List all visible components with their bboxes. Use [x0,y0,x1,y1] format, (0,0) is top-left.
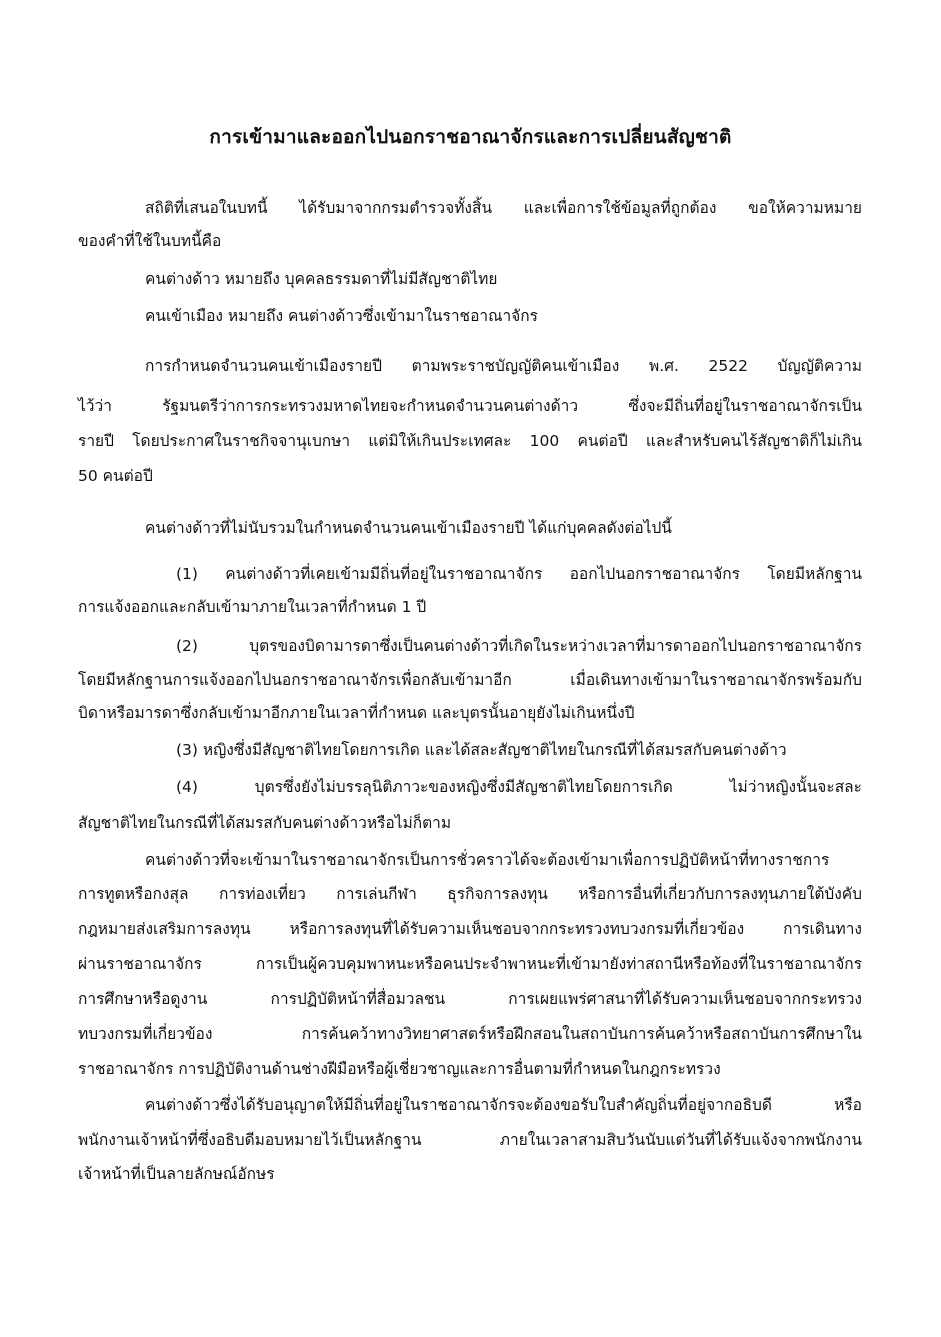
temporary-line-7: ราชอาณาจักร การปฏิบัติงานด้านช่างฝีมือหรือผู้เชี่ยวชาญและการอื่นตามที่กำหนดในกฎกระทรวง [78,1060,721,1078]
item-1-line-2: การแจ้งออกและกลับเข้ามาภายในเวลาที่กำหนด 1 ปี [78,598,427,616]
temporary-line-4: ผ่านราชอาณาจักร การเป็นผู้ควบคุมพาหนะหรือคนประจำพาหนะที่เข้ามายังท่าสถานีหรือท้องที่ในราชอาณาจักร [78,955,862,973]
intro-line-2: ของคำที่ใช้ในบทนี้คือ [78,232,222,250]
residence-line-1: คนต่างด้าวซึ่งได้รับอนุญาตให้มีถิ่นที่อยู่ในราชอาณาจักรจะต้องขอรับใบสำคัญถิ่นที่อยู่จากอธิบดี หรือ [145,1096,862,1114]
item-3-line-1: (3) หญิงซึ่งมีสัญชาติไทยโดยการเกิด และได้สละสัญชาติไทยในกรณีที่ได้สมรสกับคนต่างด้าว [176,741,787,759]
quota-line-4: 50 คนต่อปี [78,467,153,485]
quota-line-2: ไว้ว่า รัฐมนตรีว่าการกระทรวงมหาดไทยจะกำหนดจำนวนคนต่างด้าว ซึ่งจะมีถิ่นที่อยู่ในราชอาณาจักรเป็น [78,397,862,415]
item-4-line-2: สัญชาติไทยในกรณีที่ได้สมรสกับคนต่างด้าวหรือไม่ก็ตาม [78,814,452,832]
temporary-line-1: คนต่างด้าวที่จะเข้ามาในราชอาณาจักรเป็นการชั่วคราวได้จะต้องเข้ามาเพื่อการปฏิบัติหน้าที่ทางราชการ [145,851,830,869]
page-title: การเข้ามาและออกไปนอกราชอาณาจักรและการเปลี่ยนสัญชาติ [209,126,732,148]
residence-line-3: เจ้าหน้าที่เป็นลายลักษณ์อักษร [78,1165,275,1183]
temporary-line-5: การศึกษาหรือดูงาน การปฏิบัติหน้าที่สื่อมวลชน การเผยแพร่ศาสนาที่ได้รับความเห็นชอบจากกระทรวง [78,990,862,1008]
temporary-line-2: การทูตหรือกงสุล การท่องเที่ยว การเล่นกีฬา ธุรกิจการลงทุน หรือการอื่นที่เกี่ยวกับการลงทุนภายใต้บังคับ [78,885,862,903]
item-2-line-1: (2) บุตรของบิดามารดาซึ่งเป็นคนต่างด้าวที่เกิดในระหว่างเวลาที่มารดาออกไปนอกราชอาณาจักร [176,637,862,655]
exempt-intro: คนต่างด้าวที่ไม่นับรวมในกำหนดจำนวนคนเข้าเมืองรายปี ได้แก่บุคคลดังต่อไปนี้ [145,519,672,537]
quota-line-1: การกำหนดจำนวนคนเข้าเมืองรายปี ตามพระราชบัญญัติคนเข้าเมือง พ.ศ. 2522 บัญญัติความ [145,357,862,375]
temporary-line-3: กฎหมายส่งเสริมการลงทุน หรือการลงทุนที่ได้รับความเห็นชอบจากกระทรวงทบวงกรมที่เกี่ยวข้อง การเดินทาง [78,920,862,938]
quota-line-3: รายปี โดยประกาศในราชกิจจานุเบกษา แต่มิให้เกินประเทศละ 100 คนต่อปี และสำหรับคนไร้สัญชาติก็ไม่เกิน [78,432,862,450]
item-2-line-2: โดยมีหลักฐานการแจ้งออกไปนอกราชอาณาจักรเพื่อกลับเข้ามาอีก เมื่อเดินทางเข้ามาในราชอาณาจักรพร้อมกับ [78,671,862,689]
item-1-line-1: (1) คนต่างด้าวที่เคยเข้ามมีถิ่นที่อยู่ในราชอาณาจักร ออกไปนอกราชอาณาจักร โดยมีหลักฐาน [176,565,862,583]
item-2-line-3: บิดาหรือมารดาซึ่งกลับเข้ามาอีกภายในเวลาที่กำหนด และบุตรนั้นอายุยังไม่เกินหนึ่งปี [78,704,635,722]
intro-line-1: สถิติที่เสนอในบทนี้ ได้รับมาจากกรมตำรวจทั้งสิ้น และเพื่อการใช้ข้อมูลที่ถูกต้อง ขอให้ความหมาย [145,199,862,217]
definition-foreigner: คนต่างด้าว หมายถึง บุคคลธรรมดาที่ไม่มีสัญชาติไทย [145,270,498,288]
item-4-line-1: (4) บุตรซึ่งยังไม่บรรลุนิติภาวะของหญิงซึ่งมีสัญชาติไทยโดยการเกิด ไม่ว่าหญิงนั้นจะสละ [176,778,862,796]
definition-immigrant: คนเข้าเมือง หมายถึง คนต่างด้าวซึ่งเข้ามาในราชอาณาจักร [145,307,538,325]
residence-line-2: พนักงานเจ้าหน้าที่ซึ่งอธิบดีมอบหมายไว้เป็นหลักฐาน ภายในเวลาสามสิบวันนับแต่วันที่ได้รับแจ้งจากพนักงาน [78,1131,862,1149]
temporary-line-6: ทบวงกรมที่เกี่ยวข้อง การค้นคว้าทางวิทยาศาสตร์หรือฝึกสอนในสถาบันการค้นคว้าหรือสถาบันการศึกษาใน [78,1025,862,1043]
